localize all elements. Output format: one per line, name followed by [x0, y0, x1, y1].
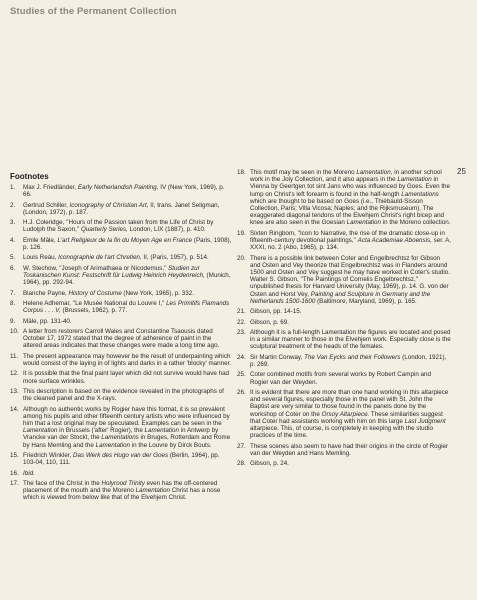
footnote-title-italic: Lamentation: [397, 176, 432, 184]
footnote-text-segment: Gibson, p. 24.: [250, 460, 289, 468]
footnote-number: 4.: [10, 236, 16, 244]
footnote-text-segment: in the Louvre by Dirck Bouts.: [130, 441, 212, 449]
footnote-title-italic: Studien zur Toskanischen Kunst: Festschrift für Ludwig Heinrich Heydenreich,: [23, 264, 205, 279]
footnotes-heading: Footnotes: [10, 172, 49, 181]
footnote-text-segment: Helene Adhemar, ''Le Musée National du Louvre I,'': [23, 299, 167, 307]
footnote-item: [10, 328, 232, 350]
footnote-text-segment: in another school work in the Joly Collection, and it also appears in the: [250, 169, 442, 184]
footnote-item: [10, 184, 232, 198]
footnote-text-segment: II, (Paris, 1957), p. 514.: [141, 254, 209, 262]
footnote-text: [250, 255, 450, 305]
footnote-text: [23, 202, 219, 216]
footnote-number: 11.: [10, 352, 19, 360]
footnote-text: [250, 389, 448, 439]
footnote-text-segment: IV (New York, 1969), p. 66.: [23, 184, 225, 199]
footnote-item: [237, 308, 451, 315]
footnote-text-segment: W. Stechow, ''Joseph of Arimathaea or Nicodemus,'': [23, 264, 169, 272]
footnote-item: [237, 371, 451, 385]
footnote-text: [250, 443, 448, 457]
footnote-text-segment: Coter combined motifs from several works by Robert Campin and Rogier van der Weyden.: [250, 371, 431, 386]
footnote-number: 10.: [10, 327, 19, 335]
footnote-item: [237, 354, 451, 368]
footnote-title-italic: Lamentations: [401, 190, 439, 198]
footnote-item: [10, 318, 232, 325]
footnote-text: [23, 219, 213, 233]
footnote-number: 17.: [10, 479, 19, 487]
footnote-text-segment: This description is based on the evidence revealed in the photographs of the cleaned panel and the X-rays.: [23, 387, 224, 403]
footnote-title-italic: Acta Academiae Aboensis,: [357, 237, 432, 245]
footnote-text-segment: Gibson, pp. 14-15.: [250, 308, 302, 316]
footnote-text: [23, 328, 219, 349]
footnote-text-segment: in Brussels ('after' Rogier), the: [57, 427, 145, 435]
footnote-title-italic: Iconography of Christian Art,: [69, 201, 149, 209]
footnote-item: [10, 202, 232, 216]
footnote-title-italic: Lamentations: [101, 434, 139, 442]
footnote-number: 26.: [237, 388, 246, 396]
footnote-item: [237, 230, 451, 252]
footnotes-column-right: [237, 169, 451, 471]
footnote-text: [250, 354, 446, 368]
footnote-item: [10, 480, 232, 502]
footnote-text-segment: in Vienna by Geertgen tot sint Jans who was influenced by Goes. Even the lump on Christ's left forearm is found in the half-length: [250, 176, 451, 198]
footnote-text-segment: This motif may be seen in the Moreno: [250, 169, 357, 176]
footnote-text: [250, 230, 451, 251]
footnote-text: [23, 290, 194, 297]
footnote-text-segment: which are thought to be based on Goes (i.e., Thiébauld-Sisson Collection, Paris; Villa Vicosa; Naples; and the Rijksmuseum). The exaggerated diagonal tendons of the Elvehjem Christ's right bicep and knee are also seen in the Goesian: [250, 197, 445, 227]
footnote-text-segment: Although it is a full-length Lamentation the figures are located and posed in a similar manner to those in the Elvehjem work. Especially close is the sculptural treatment of the heads of the females.: [250, 329, 451, 351]
footnote-item: [237, 329, 451, 351]
footnote-text-segment: (Berlin, 1964), pp. 103-04, 110, 111.: [23, 451, 220, 467]
footnote-item: [10, 265, 232, 287]
footnote-text-segment: Friedrich Winkler,: [23, 451, 74, 459]
footnote-title-italic: Quarterly Series,: [81, 226, 128, 234]
footnote-item: [237, 389, 451, 439]
footnotes-column-left: [10, 184, 232, 505]
footnote-item: [237, 255, 451, 305]
footnote-number: 5.: [10, 254, 16, 262]
footnote-text: [23, 184, 225, 198]
footnote-list-left: [10, 184, 232, 502]
footnote-text: [250, 319, 289, 326]
footnote-text-segment: (New York, 1965), p. 332.: [121, 289, 194, 297]
footnote-title-italic: Lamentation: [95, 441, 131, 449]
footnote-text-segment: II, trans. Janet Seligman, (London, 1972), p. 187.: [23, 201, 220, 216]
footnote-title-italic: Lamentation: [135, 487, 170, 495]
footnote-item: [10, 237, 232, 251]
footnote-item: [237, 460, 451, 467]
footnote-item: [10, 290, 232, 297]
footnote-item: [237, 169, 451, 227]
footnote-text-segment: Max J. Friedländer,: [23, 184, 78, 191]
footnote-text: [250, 308, 301, 315]
footnote-title-italic: L'art Religieux de la fin du Moyen Age en France: [57, 236, 193, 244]
footnote-number: 19.: [237, 229, 246, 237]
footnote-text-segment: altarpiece. This, of course, is completely in keeping with the studio practices of the time.: [250, 425, 433, 440]
footnote-title-italic: Last Judgment: [404, 417, 446, 425]
footnote-number: 14.: [10, 405, 19, 413]
footnote-number: 27.: [237, 442, 246, 450]
footnote-item: [10, 254, 232, 261]
footnote-text-segment: Sixten Ringbom, ''Icon to Narrative, the rise of the dramatic close-up in fifteenth-century devotional paintings,'': [250, 229, 445, 245]
footnote-text-segment: Christ has a nose which is viewed from below like that of the Elvehjem Christ.: [23, 487, 221, 502]
footnote-number: 18.: [237, 169, 246, 176]
footnote-title-italic: The Van Eycks and their Followers: [304, 353, 401, 361]
footnote-text: [23, 452, 220, 466]
footnote-title-italic: Lamentation,: [356, 169, 393, 176]
footnote-text-segment: There is a possible link between Coter and Engelbrechtsz for Gibson and Osten and Vey theorize that Engelbrechtsz was in Flanders around 1500 and Osten and Vey suggest he may have worked in Coter's studio. Walter S. Gibson, ''The Paintings of Cornelis Engelbrechtsz,'' unpublished thesis for Harvard University (May, 1969), p. 14. G. von der Osten and Horst Vey,: [250, 254, 450, 298]
footnote-title-italic: Lamentation: [23, 427, 58, 435]
footnote-text: [250, 169, 450, 226]
footnote-text-segment: (London, 1921), p. 269.: [250, 353, 447, 368]
footnote-item: [10, 300, 232, 314]
footnote-text: [23, 265, 231, 286]
footnote-text-segment: (Paris, 1908), p. 126.: [23, 236, 232, 251]
footnote-list-right: [237, 169, 451, 467]
footnote-text-segment: (Brussels, 1962), p. 77.: [60, 307, 128, 315]
footnote-number: 7.: [10, 289, 16, 297]
footnote-title-italic: Ibid.: [23, 469, 35, 477]
footnote-text-segment: (Munich, 1964), pp. 292-94.: [23, 271, 231, 287]
footnote-text-segment: London, LIX (1887), p. 410.: [127, 226, 206, 234]
footnote-text: [250, 371, 431, 385]
footnote-text: [250, 460, 289, 467]
footnote-text: [23, 237, 231, 251]
footnote-text: [23, 370, 229, 384]
footnote-number: 12.: [10, 370, 19, 378]
footnote-text-segment: Louis Reáu,: [23, 254, 59, 262]
footnote-text-segment: ser. A, XXXI, no. 2 (Abo, 1965), p. 134.: [250, 237, 452, 252]
footnote-title-italic: Painting and Sculpture in Germany and the Netherlands 1500-1600: [250, 290, 431, 305]
footnote-text-segment: It is evident that there are more than one hand working in this altarpiece and several figures, especially those in the panel with St. John the Baptist are very similar to those found in the panels done by the workshop of Coter on the: [250, 388, 449, 418]
footnote-text-segment: Gertrud Schiller,: [23, 201, 70, 209]
footnote-number: 1.: [10, 184, 16, 191]
footnote-text-segment: Although no authentic works by Rogier have this format, it is so prevalent among his pupils and other fifteenth century artists who were influenced by him that a lost original may be speculated. Examples can be seen in the: [23, 405, 230, 427]
footnote-text: [23, 353, 231, 367]
footnote-text: [23, 470, 35, 477]
footnote-title-italic: Orsoy Altarpiece.: [321, 410, 370, 418]
footnote-title-italic: Lamentation: [346, 219, 381, 227]
footnote-number: 15.: [10, 451, 19, 459]
footnote-text-segment: A letter from restorers Carroll Wales and Constantine Tsaousis dated October 17, 1972 stated that the degree of adherence of paint in the altered areas indicates that these changes were made a long time ago.: [23, 327, 220, 350]
footnote-text-segment: in Antwerp by Vrancke van der Stockt, the: [23, 427, 219, 442]
footnote-text: [250, 329, 451, 350]
footnote-title-italic: Das Werk des Hugo van der Goes: [73, 451, 169, 459]
footnote-text-segment: (Baltimore, Maryland, 1969), p. 165.: [315, 297, 417, 305]
footnote-text: [23, 388, 224, 402]
footnote-number: 6.: [10, 264, 16, 272]
footnote-number: 8.: [10, 299, 16, 307]
footnote-title-italic: Early Netherlandish Painting,: [77, 184, 159, 191]
footnote-text: [23, 406, 230, 449]
footnote-text-segment: The face of the Christ in the: [23, 479, 102, 487]
footnote-text-segment: The present appearance may however be the result of underpainting which would consist of the laying in of lights and darks in a rather 'blocky' manner.: [23, 352, 232, 367]
footnote-text: [23, 300, 229, 314]
footnote-number: 16.: [10, 469, 19, 477]
footnote-item: [10, 388, 232, 402]
footnote-text: [23, 318, 72, 325]
footnote-text-segment: These scenes also seem to have had their origins in the circle of Rogier van der Weyden and Hans Memling.: [250, 442, 449, 457]
footnote-text-segment: in the Moreno collection.: [381, 219, 451, 227]
footnote-number: 21.: [237, 308, 246, 316]
footnote-number: 2.: [10, 201, 16, 209]
footnote-item: [237, 443, 451, 457]
footnote-text-segment: in Bruges, Rotterdam and Rome by Hans Memling and the: [23, 434, 231, 449]
footnote-number: 28.: [237, 460, 246, 468]
footnote-number: 25.: [237, 371, 246, 379]
footnote-item: [10, 470, 232, 477]
footnote-text-segment: H.J. Coleridge, ''Hours of the Passion taken from the Life of Christ by Ludolph the Saxon,'': [23, 219, 214, 234]
footnote-number: 22.: [237, 318, 246, 326]
footnote-title-italic: Lamentation: [144, 427, 179, 435]
page-number: 25: [457, 167, 466, 176]
footnote-text-segment: Emile Mâle,: [23, 236, 58, 244]
footnote-item: [10, 219, 232, 233]
running-head: Studies of the Permanent Collection: [10, 6, 177, 17]
footnote-number: 20.: [237, 254, 246, 262]
footnote-number: 3.: [10, 219, 16, 227]
footnote-text: [23, 480, 220, 501]
footnote-text: [23, 254, 209, 261]
footnote-text-segment: Gibson, p. 69.: [250, 318, 289, 326]
footnote-title-italic: Les Primitifs Flamands Corpus . . . V,: [23, 299, 230, 315]
footnote-item: [10, 370, 232, 384]
footnote-item: [237, 319, 451, 326]
footnote-title-italic: Holyrood Trinity: [101, 479, 145, 487]
footnote-item: [10, 406, 232, 449]
footnote-title-italic: History of Costume: [68, 289, 122, 297]
footnote-text-segment: even has the off-centered placement of the mouth and the Moreno: [23, 479, 218, 495]
footnote-text-segment: Mâle, pp. 131-40.: [23, 317, 72, 325]
footnote-item: [10, 452, 232, 466]
footnote-text-segment: These similarities suggest that Coter had assistants working with him on this large: [250, 410, 443, 425]
footnote-text-segment: Blanche Payne,: [23, 289, 69, 297]
footnote-item: [10, 353, 232, 367]
footnote-text-segment: It is possible that the final paint layer which did not survive would have had more surface wrinkles.: [23, 370, 230, 385]
footnote-title-italic: Iconographie de l'art Chretien,: [58, 254, 142, 262]
footnote-number: 23.: [237, 329, 246, 336]
footnote-number: 24.: [237, 353, 246, 361]
footnote-number: 9.: [10, 317, 16, 325]
footnote-number: 13.: [10, 387, 19, 395]
footnote-text-segment: Sir Martin Conway,: [250, 353, 305, 361]
